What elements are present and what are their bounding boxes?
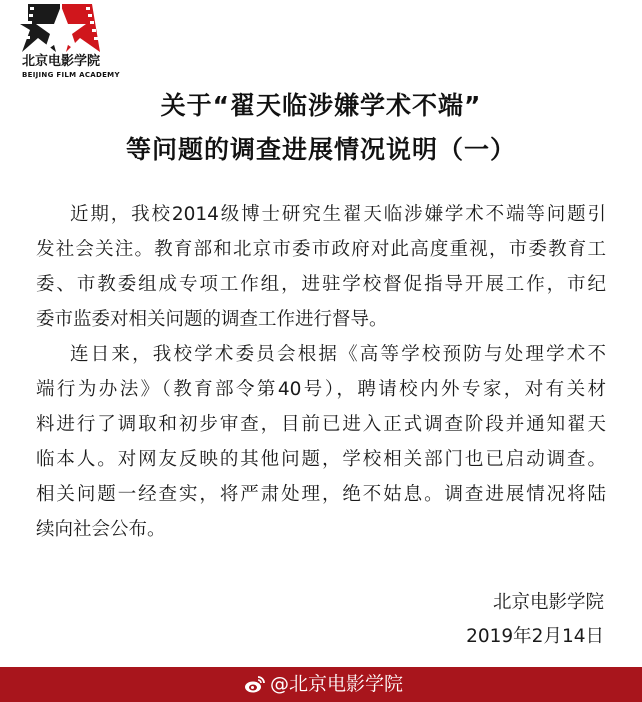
weibo-icon bbox=[244, 674, 266, 694]
signature-org: 北京电影学院 bbox=[492, 592, 604, 613]
body-line: 续向社会公布。 bbox=[36, 519, 166, 540]
document-body bbox=[36, 201, 606, 551]
body-line: 端行为办法》（教育部令第40号），聘请校内外专家，对有关材 bbox=[36, 379, 606, 400]
weibo-watermark bbox=[244, 673, 403, 695]
weibo-watermark-bar bbox=[0, 667, 642, 702]
document-title-line-1: 关于“翟天临涉嫌学术不端” bbox=[160, 91, 482, 120]
signature-date: 2019年2月14日 bbox=[466, 626, 604, 647]
body-line: 料进行了调取和初步审查，目前已进入正式调查阶段并通知翟天 bbox=[36, 414, 606, 435]
body-line: 近期，我校2014级博士研究生翟天临涉嫌学术不端等问题引 bbox=[70, 204, 606, 225]
film-star-icon bbox=[20, 2, 102, 54]
weibo-handle: @北京电影学院 bbox=[270, 673, 404, 695]
body-line: 委、市教委组成专项工作组，进驻学校督促指导开展工作，市纪 bbox=[36, 274, 606, 295]
body-line: 发社会关注。教育部和北京市委市政府对此高度重视，市委教育工 bbox=[36, 239, 606, 260]
document-title-line-2: 等问题的调查进展情况说明（一） bbox=[125, 135, 516, 164]
body-line: 临本人。对网友反映的其他问题，学校相关部门也已启动调查。 bbox=[36, 449, 606, 470]
body-line: 委市监委对相关问题的调查工作进行督导。 bbox=[36, 309, 388, 330]
logo-name-en: BEIJING FILM ACADEMY bbox=[22, 71, 120, 79]
beijing-film-academy-logo bbox=[20, 2, 102, 54]
body-line: 相关问题一经查实，将严肃处理，绝不姑息。调查进展情况将陆 bbox=[36, 484, 606, 505]
logo-name-cn: 北京电影学院 bbox=[22, 54, 101, 69]
body-line: 连日来，我校学术委员会根据《高等学校预防与处理学术不 bbox=[70, 344, 606, 365]
